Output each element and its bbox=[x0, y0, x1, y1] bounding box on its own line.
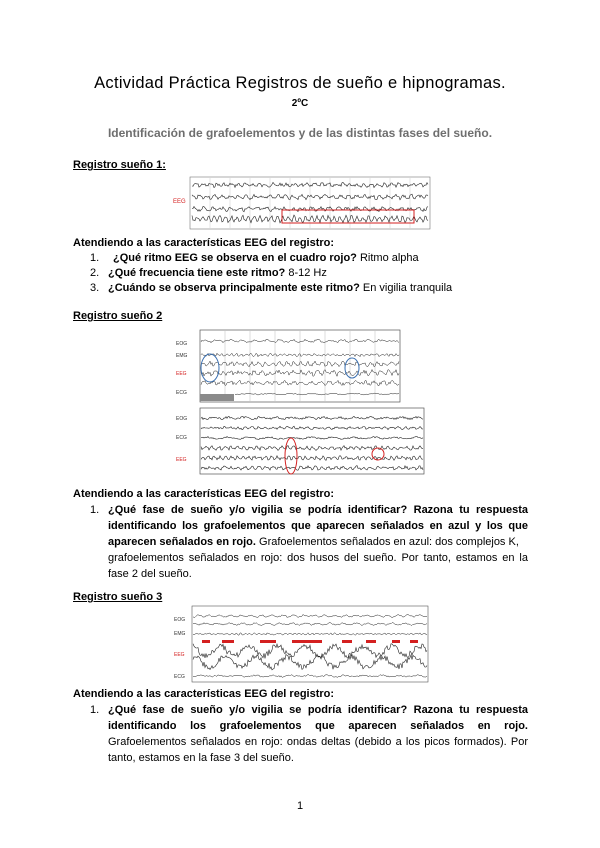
page-subtitle: Identificación de grafoelementos y de las distintas fases del sueño. bbox=[107, 126, 493, 140]
section1-heading: Registro sueño 1: bbox=[73, 159, 166, 171]
fig3-label-eeg: EEG bbox=[174, 652, 185, 658]
delta-wave-marker bbox=[342, 640, 352, 643]
question-number: 1. bbox=[90, 504, 100, 516]
question-line-2: identificando los grafoelementos que aparecen señalados en azul y los que bbox=[108, 520, 528, 532]
question-line-3: aparecen señalados en rojo. bbox=[108, 536, 256, 548]
answer-text: En vigilia tranquila bbox=[362, 282, 453, 294]
question-number: 3. bbox=[90, 282, 100, 294]
section2-heading: Registro sueño 2 bbox=[73, 310, 163, 322]
fig1-eeg-label: EEG bbox=[173, 199, 186, 205]
section3-intro: Atendiendo a las características EEG del registro: bbox=[73, 688, 335, 700]
section1-question-2 bbox=[90, 266, 530, 281]
fig2-top-label-emg: EMG bbox=[176, 353, 188, 359]
answer-text: 8-12 Hz bbox=[288, 267, 327, 279]
question-text: ¿Qué frecuencia tiene este ritmo? bbox=[108, 267, 286, 279]
fig2-top-label-eog: EOG bbox=[176, 341, 188, 347]
course-label: 2ºC bbox=[291, 98, 309, 109]
eeg-figure-3 bbox=[170, 604, 432, 689]
section1-question-1 bbox=[90, 251, 530, 266]
delta-wave-marker bbox=[222, 640, 234, 643]
section1-question-3 bbox=[90, 281, 530, 296]
fig3-label-emg: EMG bbox=[174, 631, 186, 637]
page-number: 1 bbox=[296, 800, 304, 812]
delta-wave-marker bbox=[392, 640, 400, 643]
section1-intro: Atendiendo a las características EEG del registro: bbox=[73, 237, 335, 249]
question-line-1: ¿Qué fase de sueño y/o vigilia se podría identificar? Razona tu respuesta bbox=[108, 504, 528, 516]
section2-question-block bbox=[108, 502, 528, 582]
section2-intro: Atendiendo a las características EEG del registro: bbox=[73, 488, 335, 500]
section3-heading: Registro sueño 3 bbox=[73, 591, 163, 603]
eeg-figure-1 bbox=[170, 176, 432, 237]
page-title: Actividad Práctica Registros de sueño e hipnogramas. bbox=[94, 74, 506, 92]
question-line-2: identificando los grafoelementos que aparecen señalados en rojo. bbox=[108, 720, 528, 732]
delta-wave-marker bbox=[410, 640, 418, 643]
answer-line-2: tanto, estamos en la fase 3 del sueño. bbox=[108, 752, 294, 764]
delta-wave-marker bbox=[366, 640, 376, 643]
answer-line-2: grafoelementos señalados en rojo: dos husos del sueño. Por tanto, estamos en la bbox=[108, 552, 528, 564]
answer-text: Ritmo alpha bbox=[359, 252, 419, 264]
question-number: 1. bbox=[90, 704, 100, 716]
question-text: ¿Cuándo se observa principalmente este ritmo? bbox=[108, 282, 360, 294]
delta-wave-marker bbox=[202, 640, 210, 643]
answer-line-3: fase 2 del sueño. bbox=[108, 568, 192, 580]
fig3-label-ecg: ECG bbox=[174, 674, 185, 680]
eeg-figure-2 bbox=[170, 328, 432, 481]
question-text: ¿Qué ritmo EEG se observa en el cuadro rojo? bbox=[113, 252, 357, 264]
question-line-1: ¿Qué fase de sueño y/o vigilia se podría identificar? Razona tu respuesta bbox=[108, 704, 528, 716]
fig2-calibration-bar bbox=[200, 394, 234, 401]
delta-wave-marker bbox=[292, 640, 322, 643]
fig2-bottom-label-ecg: ECG bbox=[176, 435, 187, 441]
answer-line-1: Grafoelementos señalados en azul: dos complejos K, bbox=[259, 536, 519, 548]
fig2-top-label-eeg: EEG bbox=[176, 371, 187, 377]
answer-line-1: Grafoelementos señalados en rojo: ondas deltas (debido a los picos formados). Por bbox=[108, 736, 528, 748]
question-number: 2. bbox=[90, 267, 100, 279]
fig2-top-label-ecg: ECG bbox=[176, 390, 187, 396]
fig2-bottom-label-eog: EOG bbox=[176, 416, 188, 422]
delta-wave-marker bbox=[260, 640, 276, 643]
question-number: 1. bbox=[90, 252, 100, 264]
fig2-bottom-label-eeg: EEG bbox=[176, 457, 187, 463]
section3-question-block bbox=[108, 702, 528, 766]
fig3-label-eog: EOG bbox=[174, 617, 186, 623]
